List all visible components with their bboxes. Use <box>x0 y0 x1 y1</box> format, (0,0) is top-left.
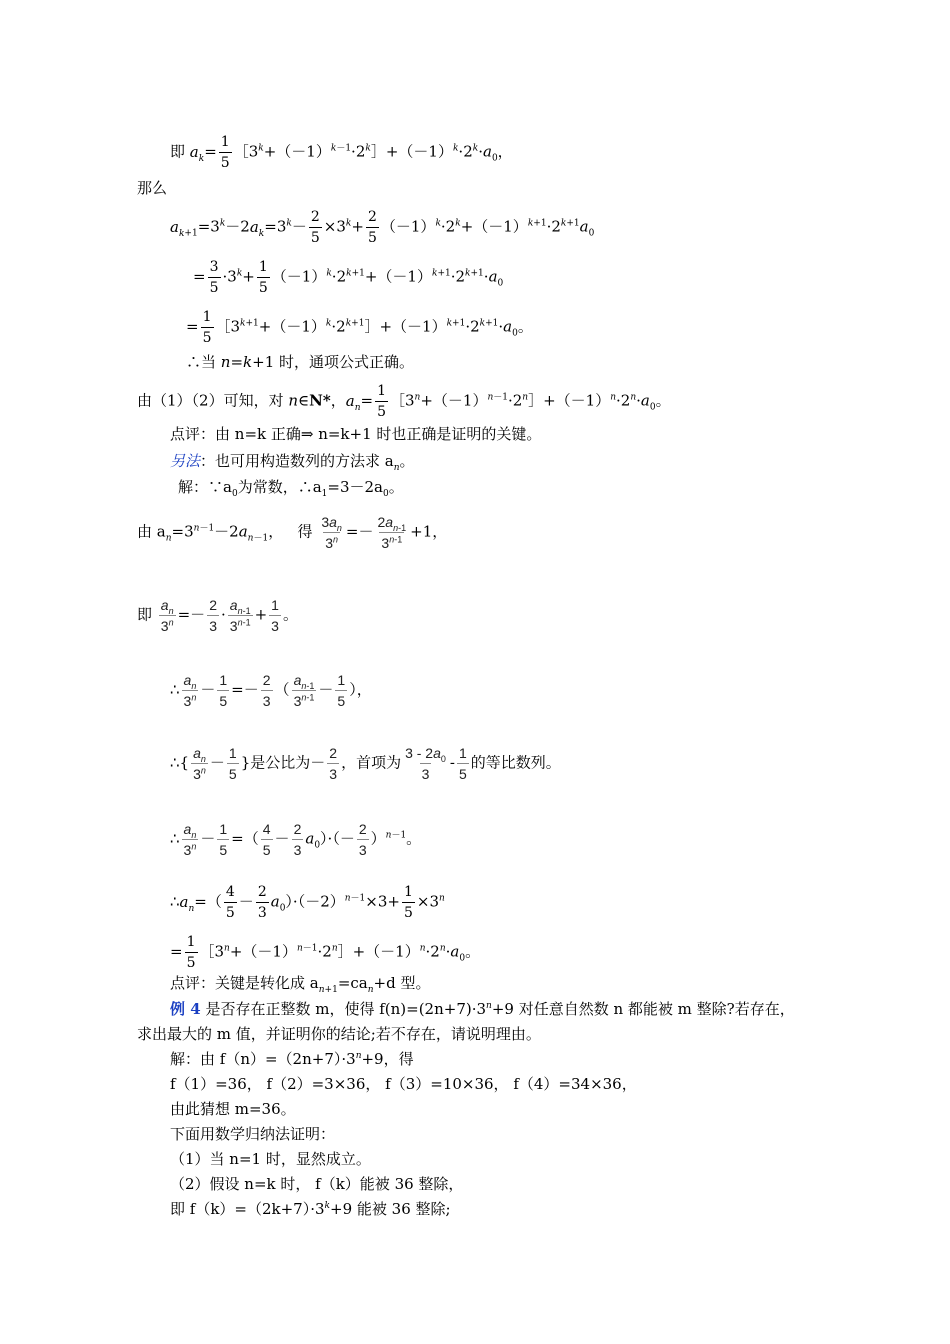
formula-recurrence: 由 $a_n=3^{n-1}-2a_{n-1}$， 得 $\frac{3a_n}{3^n}$ =－ $\frac{2a_{n-1}}{3^{n-1}}$ +1， <box>137 514 448 551</box>
formula-general: 由（1）（2）可知，对 n∈N*，$a_n=$ $\frac{1}{5}$ $[3^n+(-1)^{n-1}\cdot 2^n]+(-1)^n\cdot 2^n\cdot a_0$。 <box>137 383 671 420</box>
formula-ak1-a: $a_{k+1}=3^k-2a_k=3^k-$ $\frac{2}{5}$ $\times 3^k+$ $\frac{2}{5}$ $(-1)^k\cdot 2^k+(-1)^{k+1}\cdot 2^{k+1}a_0$ <box>170 209 595 246</box>
formula-power: ∴ $\frac{a_n}{3^n}$ － $\frac{1}{5}$ =（ $\frac{4}{5}$ － $\frac{2}{3}$ $a_0)\cdot(-$ $\frac{2}{3}$ ）$^{n-1}$。 <box>170 821 422 858</box>
formula-an: $\therefore a_n=$（ $\frac{4}{5}$ － $\frac{2}{3}$ $a_0)\cdot(-2)^{n-1}\times 3+$ $\frac{1}{5}$ $\times 3^n$ <box>170 884 445 921</box>
formula-shift: ∴ $\frac{a_n}{3^n}$ － $\frac{1}{5}$ =－ $\frac{2}{3}$ （ $\frac{a_{n-1}}{3^{n-1}}$ － $\frac{1}{5}$ ）， <box>170 672 372 709</box>
values: f（1）=36， f（2）=3×36， f（3）=10×36， f（4）=34×36， <box>170 1075 637 1093</box>
example-4-line2: 求出最大的 m 值，并证明你的结论;若不存在，请说明理由。 <box>137 1025 541 1043</box>
formula-geometric: ∴{ $\frac{a_n}{3^n}$ － $\frac{1}{5}$ }是公比为－ $\frac{2}{3}$ ，首项为 $\frac{3 - 2a_0}{3}$ - $\frac{1}{5}$ 的等比数列。 <box>170 745 561 782</box>
comment-1: 点评：由 n=k 正确⇒ n=k+1 时也正确是证明的关键。 <box>170 425 542 443</box>
formula-ie: 即 $\frac{a_n}{3^n}$ =－ $\frac{2}{3}$ · $\frac{a_{n-1}}{3^{n-1}}$ + $\frac{1}{3}$ 。 <box>137 597 298 634</box>
induction-step-2: （2）假设 n=k 时， f（k）能被 36 整除， <box>170 1175 464 1193</box>
induction-step-1: （1）当 n=1 时，显然成立。 <box>170 1150 371 1168</box>
formula-an-final: = $\frac{1}{5}$ $[3^n+(-1)^{n-1}\cdot 2^n]+(-1)^n\cdot 2^n\cdot a_0$。 <box>170 934 481 971</box>
formula-ak1-c: = $\frac{1}{5}$ $[3^{k+1}+(-1)^k\cdot 2^{k+1}]+(-1)^{k+1}\cdot 2^{k+1}\cdot a_0$。 <box>186 309 533 346</box>
guess: 由此猜想 m=36。 <box>170 1100 296 1118</box>
text-conclusion-1: ∴当 n=k+1 时，通项公式正确。 <box>186 353 415 371</box>
formula-ak1-b: = $\frac{3}{5}$ $\cdot 3^k+$ $\frac{1}{5}$ $(-1)^k\cdot 2^{k+1}+(-1)^{k+1}\cdot 2^{k+1}\cdot a_0$ <box>193 259 504 296</box>
alt-method: 另法：也可用构造数列的方法求 $a_n$。 <box>170 452 415 473</box>
solution-1: 解：$\because a_0$为常数，$\therefore a_1=3-2a_0$。 <box>178 478 404 499</box>
comment-2: 点评：关键是转化成 $a_{n+1}=ca_n+d$ 型。 <box>170 974 431 995</box>
example-4-line1: 例 4 是否存在正整数 m，使得 $f(n)=(2n+7)\cdot 3^n+9$ 对任意自然数 n 都能被 m 整除?若存在， <box>170 1000 795 1018</box>
solution-2: 解：由 $f(n)=(2n+7)\cdot 3^n+9$，得 <box>170 1050 414 1068</box>
text-then: 那么 <box>137 179 168 197</box>
formula-ak: 即 $a_k=$ $\frac{1}{5}$ $[3^k+(-1)^{k-1}\cdot 2^k]+(-1)^k\cdot 2^k\cdot a_0$， <box>170 134 513 171</box>
induction-step-3: 即 $f(k)=(2k+7)\cdot 3^k+9$ 能被 36 整除; <box>170 1200 451 1218</box>
induction-intro: 下面用数学归纳法证明： <box>170 1125 336 1143</box>
